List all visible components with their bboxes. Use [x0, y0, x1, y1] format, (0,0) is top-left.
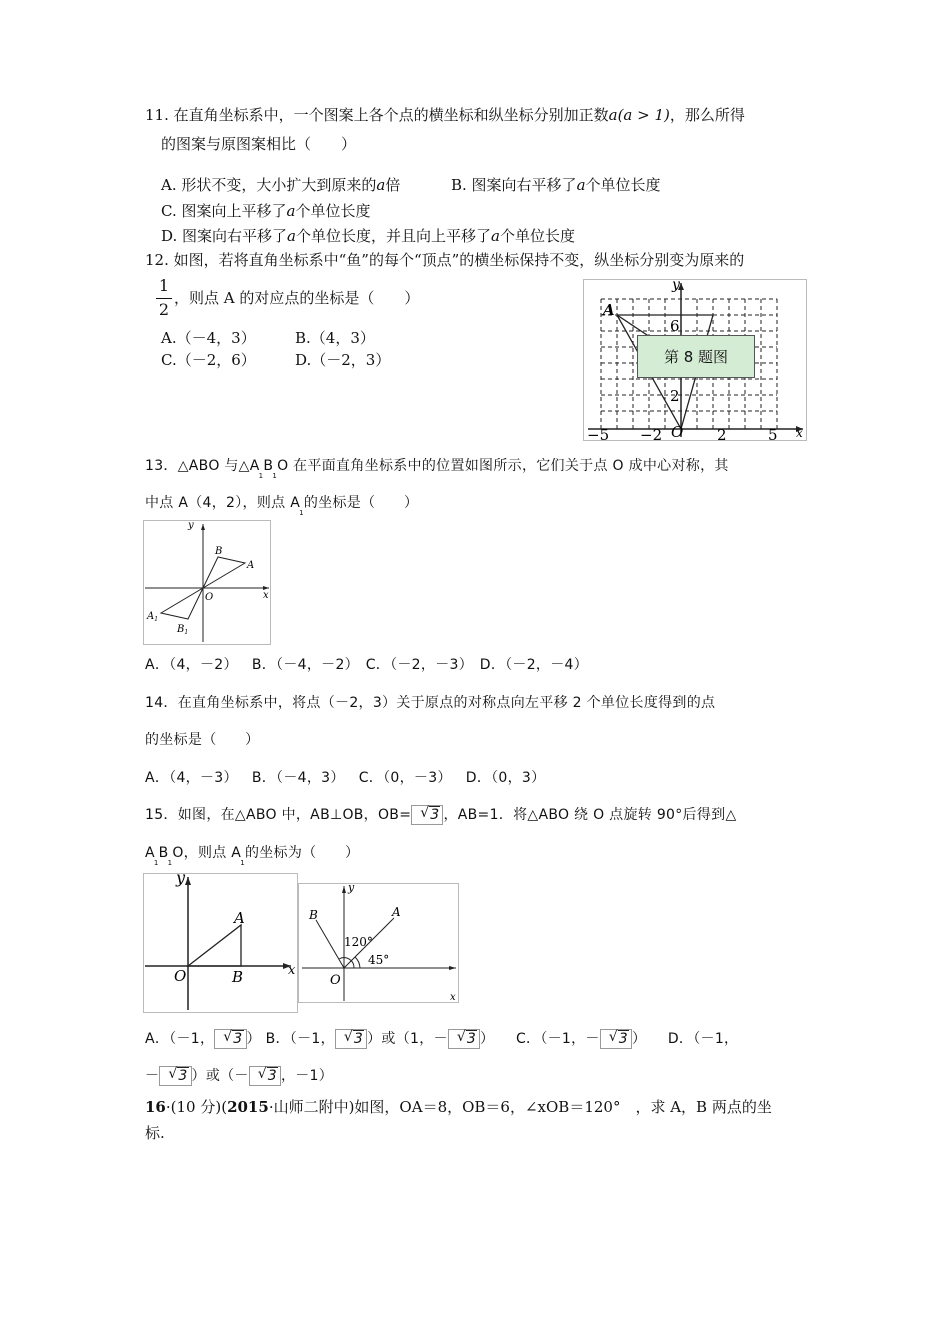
q13-options: A．（4，－2） B．（－4，－2） C．（－2，－3） D．（－2，－4）	[145, 657, 589, 673]
q12-stem-line1: 12. 如图，若将直角坐标系中“鱼”的每个“顶点”的横坐标保持不变，纵坐标分别变为原来的	[145, 251, 745, 269]
q12-y-tick-6: 6	[670, 317, 680, 335]
q12-x-tick-5: 5	[768, 426, 778, 441]
q13-origin-label: O	[205, 592, 214, 603]
q16-y-axis-label: y	[348, 883, 355, 894]
q12-figure-caption: 第 8 题图	[637, 335, 755, 378]
q13-stem-line1: 13．△ABO 与$\triangle A_1B_1O$ 在平面直角坐标系中的位置如图所示，它们关于点 O 成中心对称，其	[145, 458, 729, 480]
q13-stem-line2: 中点 A（4，2），则点 $A_1$的坐标是（ ）	[145, 495, 419, 517]
q12-y-tick-2: 2	[670, 387, 680, 405]
q12-origin-label: O	[671, 423, 684, 441]
q15-options-line1: A．（－1，√ 3 ） B．（－1，√ 3 ）或（1，－√ 3 ） C．（－1，－√ 3 ） D．（－1，	[145, 1029, 738, 1049]
q12-x-tick-2: 2	[717, 426, 727, 441]
q12-fraction-denominator: 2	[158, 300, 170, 319]
q15-fig1-origin-label: O	[174, 967, 187, 985]
q12-fraction-numerator: 1	[158, 276, 170, 295]
q13-x-axis-label: x	[263, 590, 269, 601]
q15-stem-line1: 15．如图，在△ABO 中，AB⊥OB，OB=√ 3 ，AB=1．将△ABO 绕 O 点旋转 90°后得到△	[145, 805, 737, 825]
q12-option-b: B.（4，3）	[295, 329, 375, 347]
q12-fraction-bar	[156, 298, 172, 299]
q12-option-c: C.（－2，6）	[161, 351, 256, 369]
q12-option-a: A.（－4，3）	[161, 329, 256, 347]
q14-options: A．（4，－3） B．（－4，3） C．（0，－3） D．（0，3）	[145, 770, 546, 786]
q12-option-d: D.（－2，3）	[295, 351, 391, 369]
q11-option-c: C. 图案向上平移了a个单位长度	[161, 202, 371, 220]
q13-point-b-label: B	[215, 546, 223, 557]
q11-option-b: B. 图案向右平移了a个单位长度	[451, 176, 661, 194]
q11-stem-line1: 11. 在直角坐标系中，一个图案上各个点的横坐标和纵坐标分别加正数a(a > 1)，那么所得	[145, 106, 745, 124]
q16-angle-45-label: 45°	[368, 953, 390, 967]
q15-stem-line2: $A_1B_1O$，则点 $A_1$的坐标为（ ）	[145, 845, 360, 867]
q14-stem-line2: 的坐标是（ ）	[145, 732, 260, 748]
q16-angle-120-label: 120°	[344, 935, 373, 949]
q15-options-line2: －√ 3 ）或（－√ 3 ，－1）	[145, 1066, 333, 1086]
q15-triangle-figure	[143, 873, 298, 1013]
q16-origin-label: O	[330, 973, 341, 988]
q12-x-tick-minus5: −5	[587, 426, 610, 441]
q12-y-axis-label: y	[672, 279, 680, 293]
q15-fig1-point-a-label: A	[234, 909, 245, 927]
q12-x-tick-minus2: −2	[640, 426, 663, 441]
q13-point-a-label: A	[247, 560, 255, 571]
q12-point-a-label: A	[603, 301, 615, 319]
q13-y-axis-label: y	[188, 520, 194, 531]
q13-point-b1-label: $B_1$	[177, 624, 189, 636]
q16-point-b-label: B	[309, 908, 318, 922]
q16-point-a-label: A	[392, 905, 401, 919]
q16-stem-line2: 标.	[145, 1124, 165, 1142]
q12-x-axis-label: x	[796, 426, 803, 440]
q12-stem-line2: ，则点 A 的对应点的坐标是（ ）	[174, 289, 420, 307]
q16-x-axis-label: x	[450, 992, 456, 1003]
q11-option-a: A. 形状不变，大小扩大到原来的a倍	[161, 176, 401, 194]
q11-option-d: D. 图案向右平移了a个单位长度，并且向上平移了a个单位长度	[161, 227, 575, 245]
q15-fig1-point-b-label: B	[232, 968, 244, 986]
q11-stem-line2: 的图案与原图案相比（ ）	[161, 135, 357, 153]
q14-stem-line1: 14．在直角坐标系中，将点（－2，3）关于原点的对称点向左平移 2 个单位长度得到的点	[145, 695, 716, 711]
q16-stem-line1: 16·(10 分)(2015·山师二附中)如图，OA＝8，OB＝6，∠xOB＝120° ，求 A，B 两点的坐	[145, 1098, 772, 1116]
q16-angle-figure	[298, 883, 459, 1003]
q15-fig1-x-label: x	[288, 963, 296, 978]
q13-symmetry-figure	[143, 520, 271, 645]
q15-fig1-y-label: y	[176, 873, 186, 887]
q13-point-a1-label: $A_1$	[147, 611, 159, 623]
